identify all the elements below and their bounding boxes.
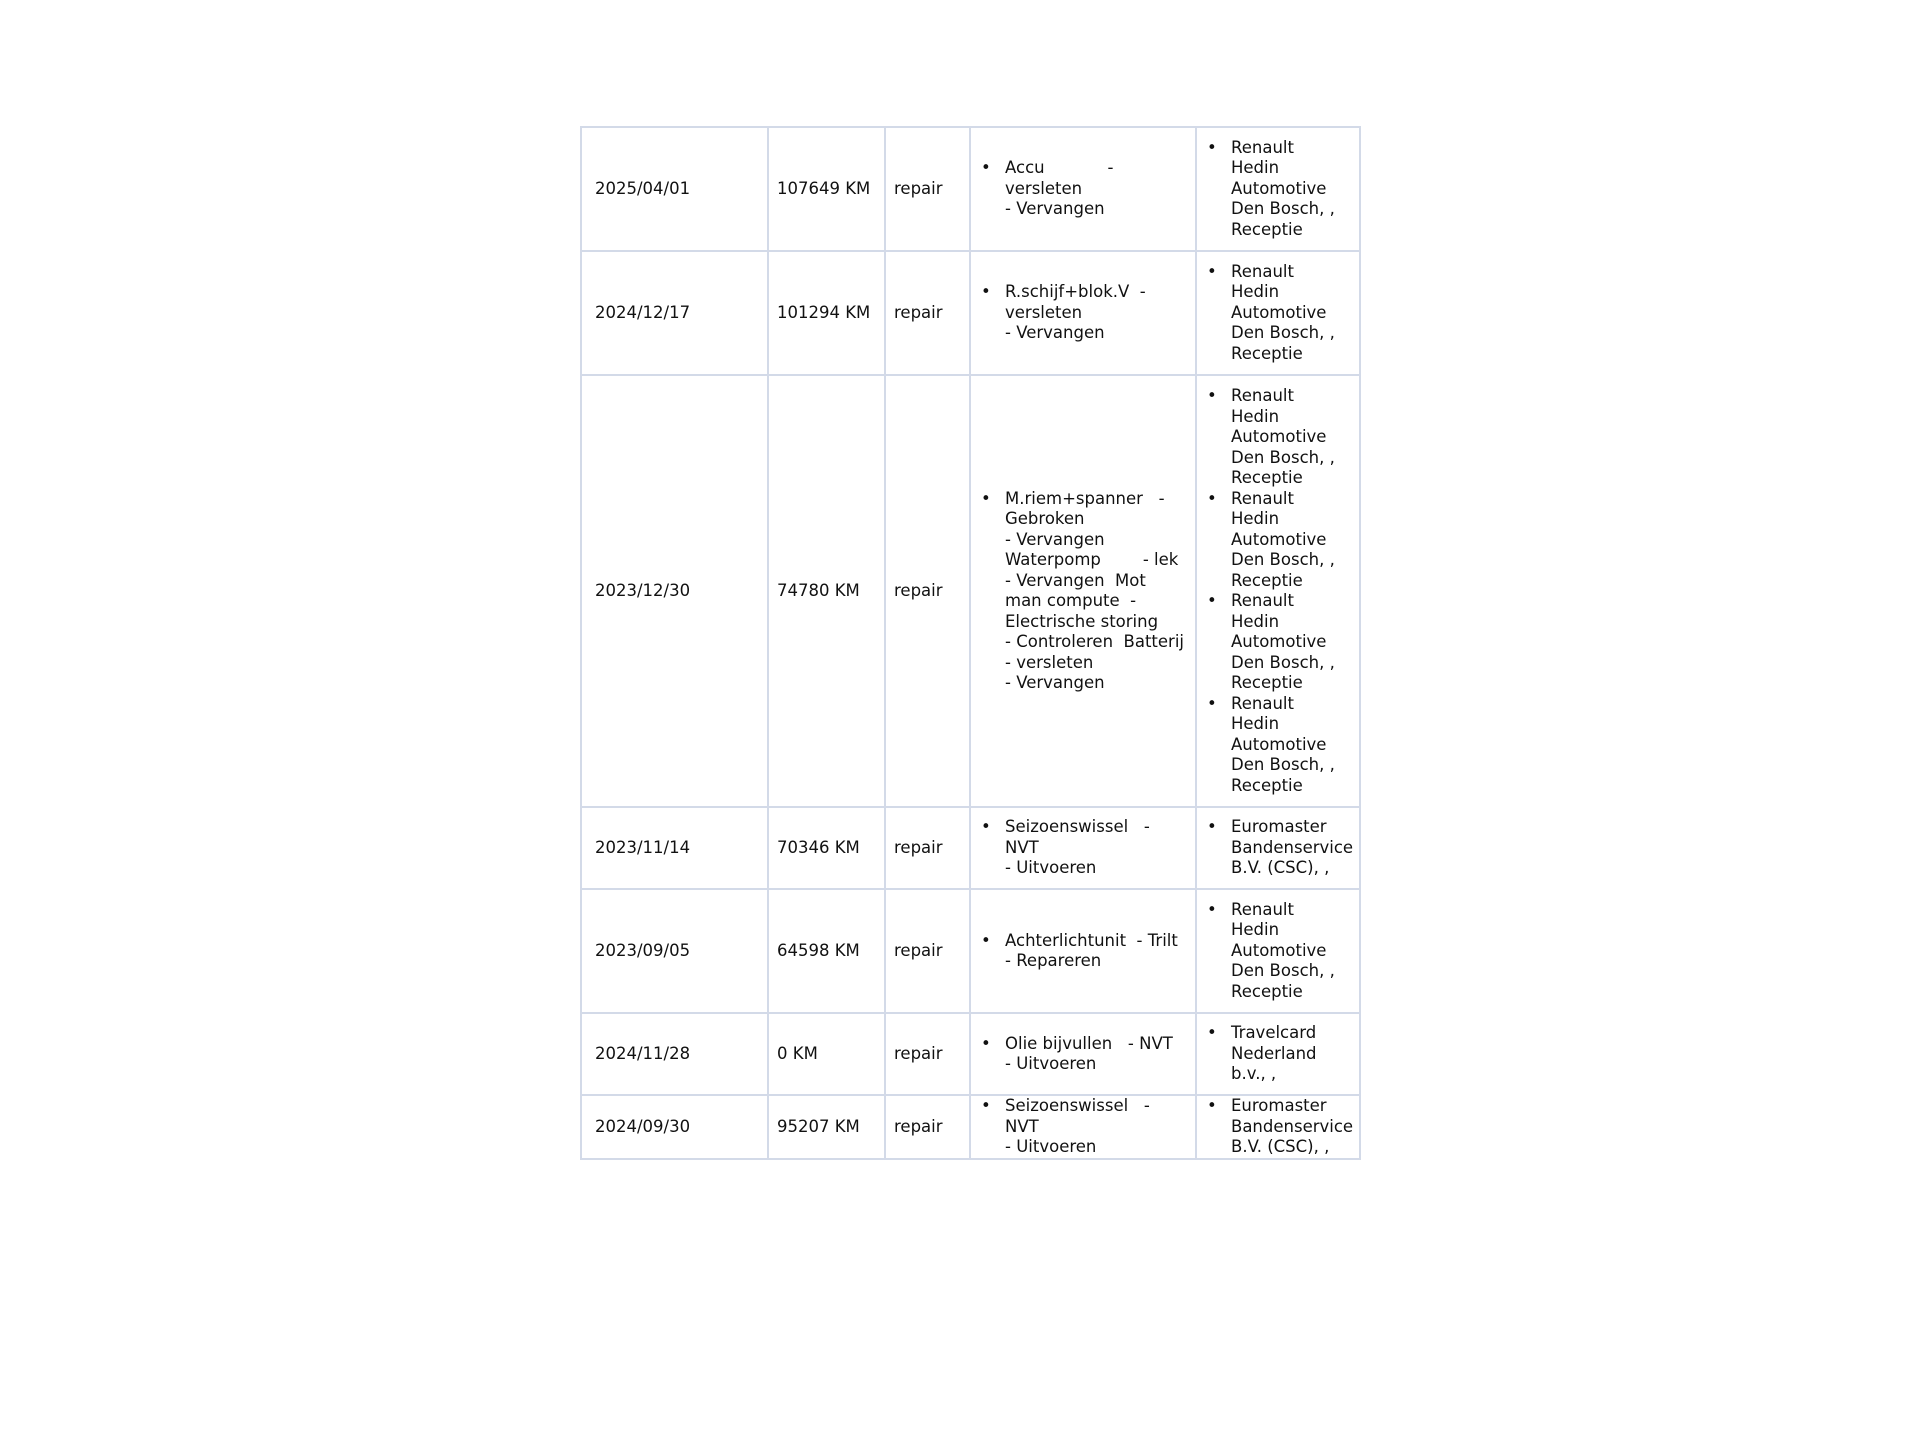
service-date: 2024/12/17 xyxy=(581,251,768,375)
dealer-line: • Renault xyxy=(1231,693,1294,713)
service-dealer xyxy=(1196,127,1360,251)
dealer-list xyxy=(1203,262,1353,365)
dealer-line: • Renault xyxy=(1231,591,1294,610)
description-line: NVT xyxy=(1005,837,1039,857)
table-row xyxy=(581,1095,1360,1159)
dealer-line: Hedin xyxy=(1231,611,1280,631)
dealer-line: Den Bosch, , xyxy=(1231,755,1335,774)
dealer-line: • Renault xyxy=(1231,137,1294,157)
dealer-line: • Travelcard xyxy=(1231,1023,1317,1043)
service-dealer xyxy=(1196,807,1360,889)
description-line: Gebroken xyxy=(1005,509,1085,528)
description-list xyxy=(977,1096,1189,1158)
dealer-line: Automotive xyxy=(1231,178,1327,198)
dealer-line: B.V. (CSC), , xyxy=(1231,858,1330,878)
description-item xyxy=(977,817,1189,879)
dealer-line: Hedin xyxy=(1231,158,1280,178)
dealer-list xyxy=(1203,817,1353,879)
table-row xyxy=(581,1013,1360,1095)
service-mileage: 0 KM xyxy=(768,1013,885,1095)
service-date: 2025/04/01 xyxy=(581,127,768,251)
dealer-list xyxy=(1203,1023,1353,1085)
description-item xyxy=(977,931,1189,972)
description-item xyxy=(977,158,1189,220)
dealer-line: Hedin xyxy=(1231,920,1280,940)
description-list xyxy=(977,489,1189,694)
service-description xyxy=(970,1095,1196,1159)
dealer-item xyxy=(1203,900,1353,1003)
description-line: • M.riem+spanner - xyxy=(1005,488,1165,508)
dealer-list xyxy=(1203,386,1353,796)
description-list xyxy=(977,1034,1189,1075)
dealer-item xyxy=(1203,1023,1353,1085)
description-line: - Repareren xyxy=(1005,951,1102,970)
dealer-line: Den Bosch, , xyxy=(1231,323,1335,343)
service-mileage: 64598 KM xyxy=(768,889,885,1013)
dealer-list xyxy=(1203,1096,1353,1158)
service-mileage: 101294 KM xyxy=(768,251,885,375)
description-line: - versleten xyxy=(1005,652,1094,672)
service-date: 2024/09/30 xyxy=(581,1095,768,1159)
dealer-line: Receptie xyxy=(1231,673,1303,692)
description-item xyxy=(977,1034,1189,1075)
table-row xyxy=(581,807,1360,889)
dealer-line: b.v., , xyxy=(1231,1064,1277,1084)
dealer-line: Receptie xyxy=(1231,343,1303,363)
description-line: • R.schijf+blok.V - xyxy=(1005,282,1146,302)
service-date: 2023/12/30 xyxy=(581,375,768,807)
dealer-line: Automotive xyxy=(1231,734,1327,754)
description-line: NVT xyxy=(1005,1116,1039,1136)
service-history-table xyxy=(580,126,1361,1160)
service-dealer xyxy=(1196,889,1360,1013)
dealer-line: B.V. (CSC), , xyxy=(1231,1137,1330,1157)
dealer-item xyxy=(1203,694,1353,797)
service-description xyxy=(970,889,1196,1013)
description-item xyxy=(977,1096,1189,1158)
dealer-item xyxy=(1203,817,1353,879)
dealer-line: Automotive xyxy=(1231,940,1327,960)
dealer-line: Receptie xyxy=(1231,570,1303,590)
service-mileage: 107649 KM xyxy=(768,127,885,251)
service-description xyxy=(970,375,1196,807)
dealer-list xyxy=(1203,900,1353,1003)
description-line: • Accu - xyxy=(1005,158,1114,178)
dealer-item xyxy=(1203,489,1353,592)
dealer-item xyxy=(1203,386,1353,489)
dealer-line: Automotive xyxy=(1231,529,1327,549)
description-line: - Vervangen xyxy=(1005,673,1105,692)
dealer-line: Receptie xyxy=(1231,219,1303,239)
description-line: - Uitvoeren xyxy=(1005,1137,1097,1157)
service-dealer xyxy=(1196,1013,1360,1095)
description-line: • Achterlichtunit - Trilt xyxy=(1005,930,1178,950)
description-line: • Seizoenswissel - xyxy=(1005,817,1150,837)
description-line: • Seizoenswissel - xyxy=(1005,1096,1150,1116)
description-item xyxy=(977,282,1189,344)
description-line: - Vervangen xyxy=(1005,323,1105,343)
description-list xyxy=(977,817,1189,879)
service-mileage: 74780 KM xyxy=(768,375,885,807)
service-date: 2023/11/14 xyxy=(581,807,768,889)
service-type: repair xyxy=(885,375,970,807)
service-type: repair xyxy=(885,1095,970,1159)
table-row xyxy=(581,889,1360,1013)
description-line: - Vervangen xyxy=(1005,529,1105,549)
dealer-line: • Renault xyxy=(1231,488,1294,508)
dealer-line: Automotive xyxy=(1231,427,1327,446)
description-line: - Controleren Batterij xyxy=(1005,632,1184,651)
dealer-line: Bandenservice xyxy=(1231,837,1354,857)
dealer-list xyxy=(1203,138,1353,241)
dealer-line: • Renault xyxy=(1231,386,1294,405)
service-description xyxy=(970,127,1196,251)
dealer-line: • Euromaster xyxy=(1231,1096,1327,1116)
dealer-line: Receptie xyxy=(1231,981,1303,1001)
service-type: repair xyxy=(885,807,970,889)
service-dealer xyxy=(1196,251,1360,375)
dealer-line: Den Bosch, , xyxy=(1231,652,1335,672)
description-list xyxy=(977,931,1189,972)
dealer-item xyxy=(1203,262,1353,365)
dealer-item xyxy=(1203,1096,1353,1158)
description-item xyxy=(977,489,1189,694)
service-mileage: 70346 KM xyxy=(768,807,885,889)
service-dealer xyxy=(1196,1095,1360,1159)
service-type: repair xyxy=(885,889,970,1013)
service-type: repair xyxy=(885,127,970,251)
service-description xyxy=(970,1013,1196,1095)
description-line: - Uitvoeren xyxy=(1005,1054,1097,1073)
dealer-line: Hedin xyxy=(1231,282,1280,302)
description-line: man compute - xyxy=(1005,591,1137,610)
table-row xyxy=(581,375,1360,807)
dealer-item xyxy=(1203,138,1353,241)
dealer-line: Automotive xyxy=(1231,302,1327,322)
service-description xyxy=(970,807,1196,889)
dealer-line: Hedin xyxy=(1231,509,1280,528)
dealer-line: Hedin xyxy=(1231,714,1280,733)
service-date: 2024/11/28 xyxy=(581,1013,768,1095)
service-history-rows xyxy=(581,127,1360,1159)
service-description xyxy=(970,251,1196,375)
service-mileage: 95207 KM xyxy=(768,1095,885,1159)
table-row xyxy=(581,127,1360,251)
table-row xyxy=(581,251,1360,375)
service-type: repair xyxy=(885,1013,970,1095)
dealer-line: Den Bosch, , xyxy=(1231,199,1335,219)
dealer-line: • Euromaster xyxy=(1231,817,1327,837)
service-date: 2023/09/05 xyxy=(581,889,768,1013)
dealer-line: Den Bosch, , xyxy=(1231,447,1335,467)
service-type: repair xyxy=(885,251,970,375)
dealer-line: Hedin xyxy=(1231,406,1280,426)
dealer-line: Den Bosch, , xyxy=(1231,961,1335,981)
dealer-line: Nederland xyxy=(1231,1043,1317,1063)
description-line: - Uitvoeren xyxy=(1005,858,1097,878)
dealer-line: Automotive xyxy=(1231,632,1327,651)
description-list xyxy=(977,282,1189,344)
dealer-item xyxy=(1203,591,1353,694)
dealer-line: • Renault xyxy=(1231,261,1294,281)
dealer-line: Den Bosch, , xyxy=(1231,550,1335,569)
description-list xyxy=(977,158,1189,220)
description-line: Electrische storing xyxy=(1005,611,1159,631)
description-line: - Vervangen xyxy=(1005,199,1105,219)
description-line: - Vervangen Mot xyxy=(1005,570,1146,590)
dealer-line: Receptie xyxy=(1231,775,1303,795)
dealer-line: • Renault xyxy=(1231,899,1294,919)
dealer-line: Bandenservice xyxy=(1231,1116,1354,1136)
dealer-line: Receptie xyxy=(1231,468,1303,487)
description-line: • Olie bijvullen - NVT xyxy=(1005,1033,1173,1053)
description-line: versleten xyxy=(1005,178,1083,198)
service-dealer xyxy=(1196,375,1360,807)
description-line: Waterpomp - lek xyxy=(1005,550,1179,569)
description-line: versleten xyxy=(1005,302,1083,322)
